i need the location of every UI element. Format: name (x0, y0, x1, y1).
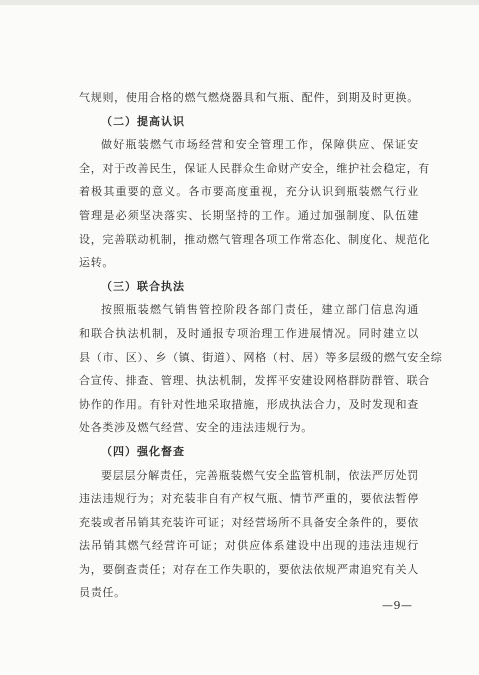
body-line: 气规则，使用合格的燃气燃烧器具和气瓶、配件，到期及时更换。 (79, 91, 419, 104)
body-line: 合宣传、排查、管理、执法机制，发挥平安建设网格群防群管、联合 (79, 374, 430, 388)
body-line: 法吊销其燃气经营许可证；对供应体系建设中出现的违法违规行 (79, 539, 419, 553)
page-number: —9— (382, 599, 413, 612)
body-line: 违法违规行为；对充装非自有产权气瓶、情节严重的，要依法暂停 (79, 492, 419, 506)
body-line: 做好瓶装燃气市场经营和安全管理工作，保障供应、保证安 (101, 138, 419, 152)
body-line: 员责任。 (79, 586, 126, 600)
section-heading-strengthen-supervision: （四）强化督查 (101, 444, 185, 458)
body-line: 设，完善联动机制，推动燃气管理各项工作常态化、制度化、规范化 (79, 232, 430, 246)
body-line: 要层层分解责任，完善瓶装燃气安全监管机制，依法严厉处罚 (101, 468, 419, 482)
body-line: 全，对于改善民生，保证人民群众生命财产安全，维护社会稳定，有 (79, 161, 430, 175)
body-line: 县（市、区）、乡（镇、街道）、网格（村、居）等多层级的燃气安全综 (79, 350, 443, 364)
scan-top-edge (0, 0, 479, 5)
body-line: 协作的作用。有针对性地采取措施，形成执法合力，及时发现和查 (79, 397, 419, 411)
section-heading-raise-awareness: （二）提高认识 (101, 114, 185, 128)
body-line: 和联合执法机制，及时通报专项治理工作进展情况。同时建立以 (79, 326, 419, 340)
body-line: 管理是必须坚决落实、长期坚持的工作。通过加强制度、队伍建 (79, 208, 419, 222)
body-line: 为，要倒查责任；对存在工作失职的，要依法依规严肃追究有关人 (79, 562, 419, 576)
body-line: 按照瓶装燃气销售管控阶段各部门责任，建立部门信息沟通 (101, 303, 419, 317)
body-line: 运转。 (79, 256, 115, 270)
body-line: 充装或者吊销其充装许可证；对经营场所不具备安全条件的，要依 (79, 515, 419, 529)
document-body (79, 86, 443, 605)
body-line: 着极其重要的意义。各市要高度重视，充分认识到瓶装燃气行业 (79, 185, 419, 199)
section-heading-joint-enforcement: （三）联合执法 (101, 279, 185, 293)
body-line: 处各类涉及燃气经营、安全的违法违规行为。 (79, 421, 313, 435)
